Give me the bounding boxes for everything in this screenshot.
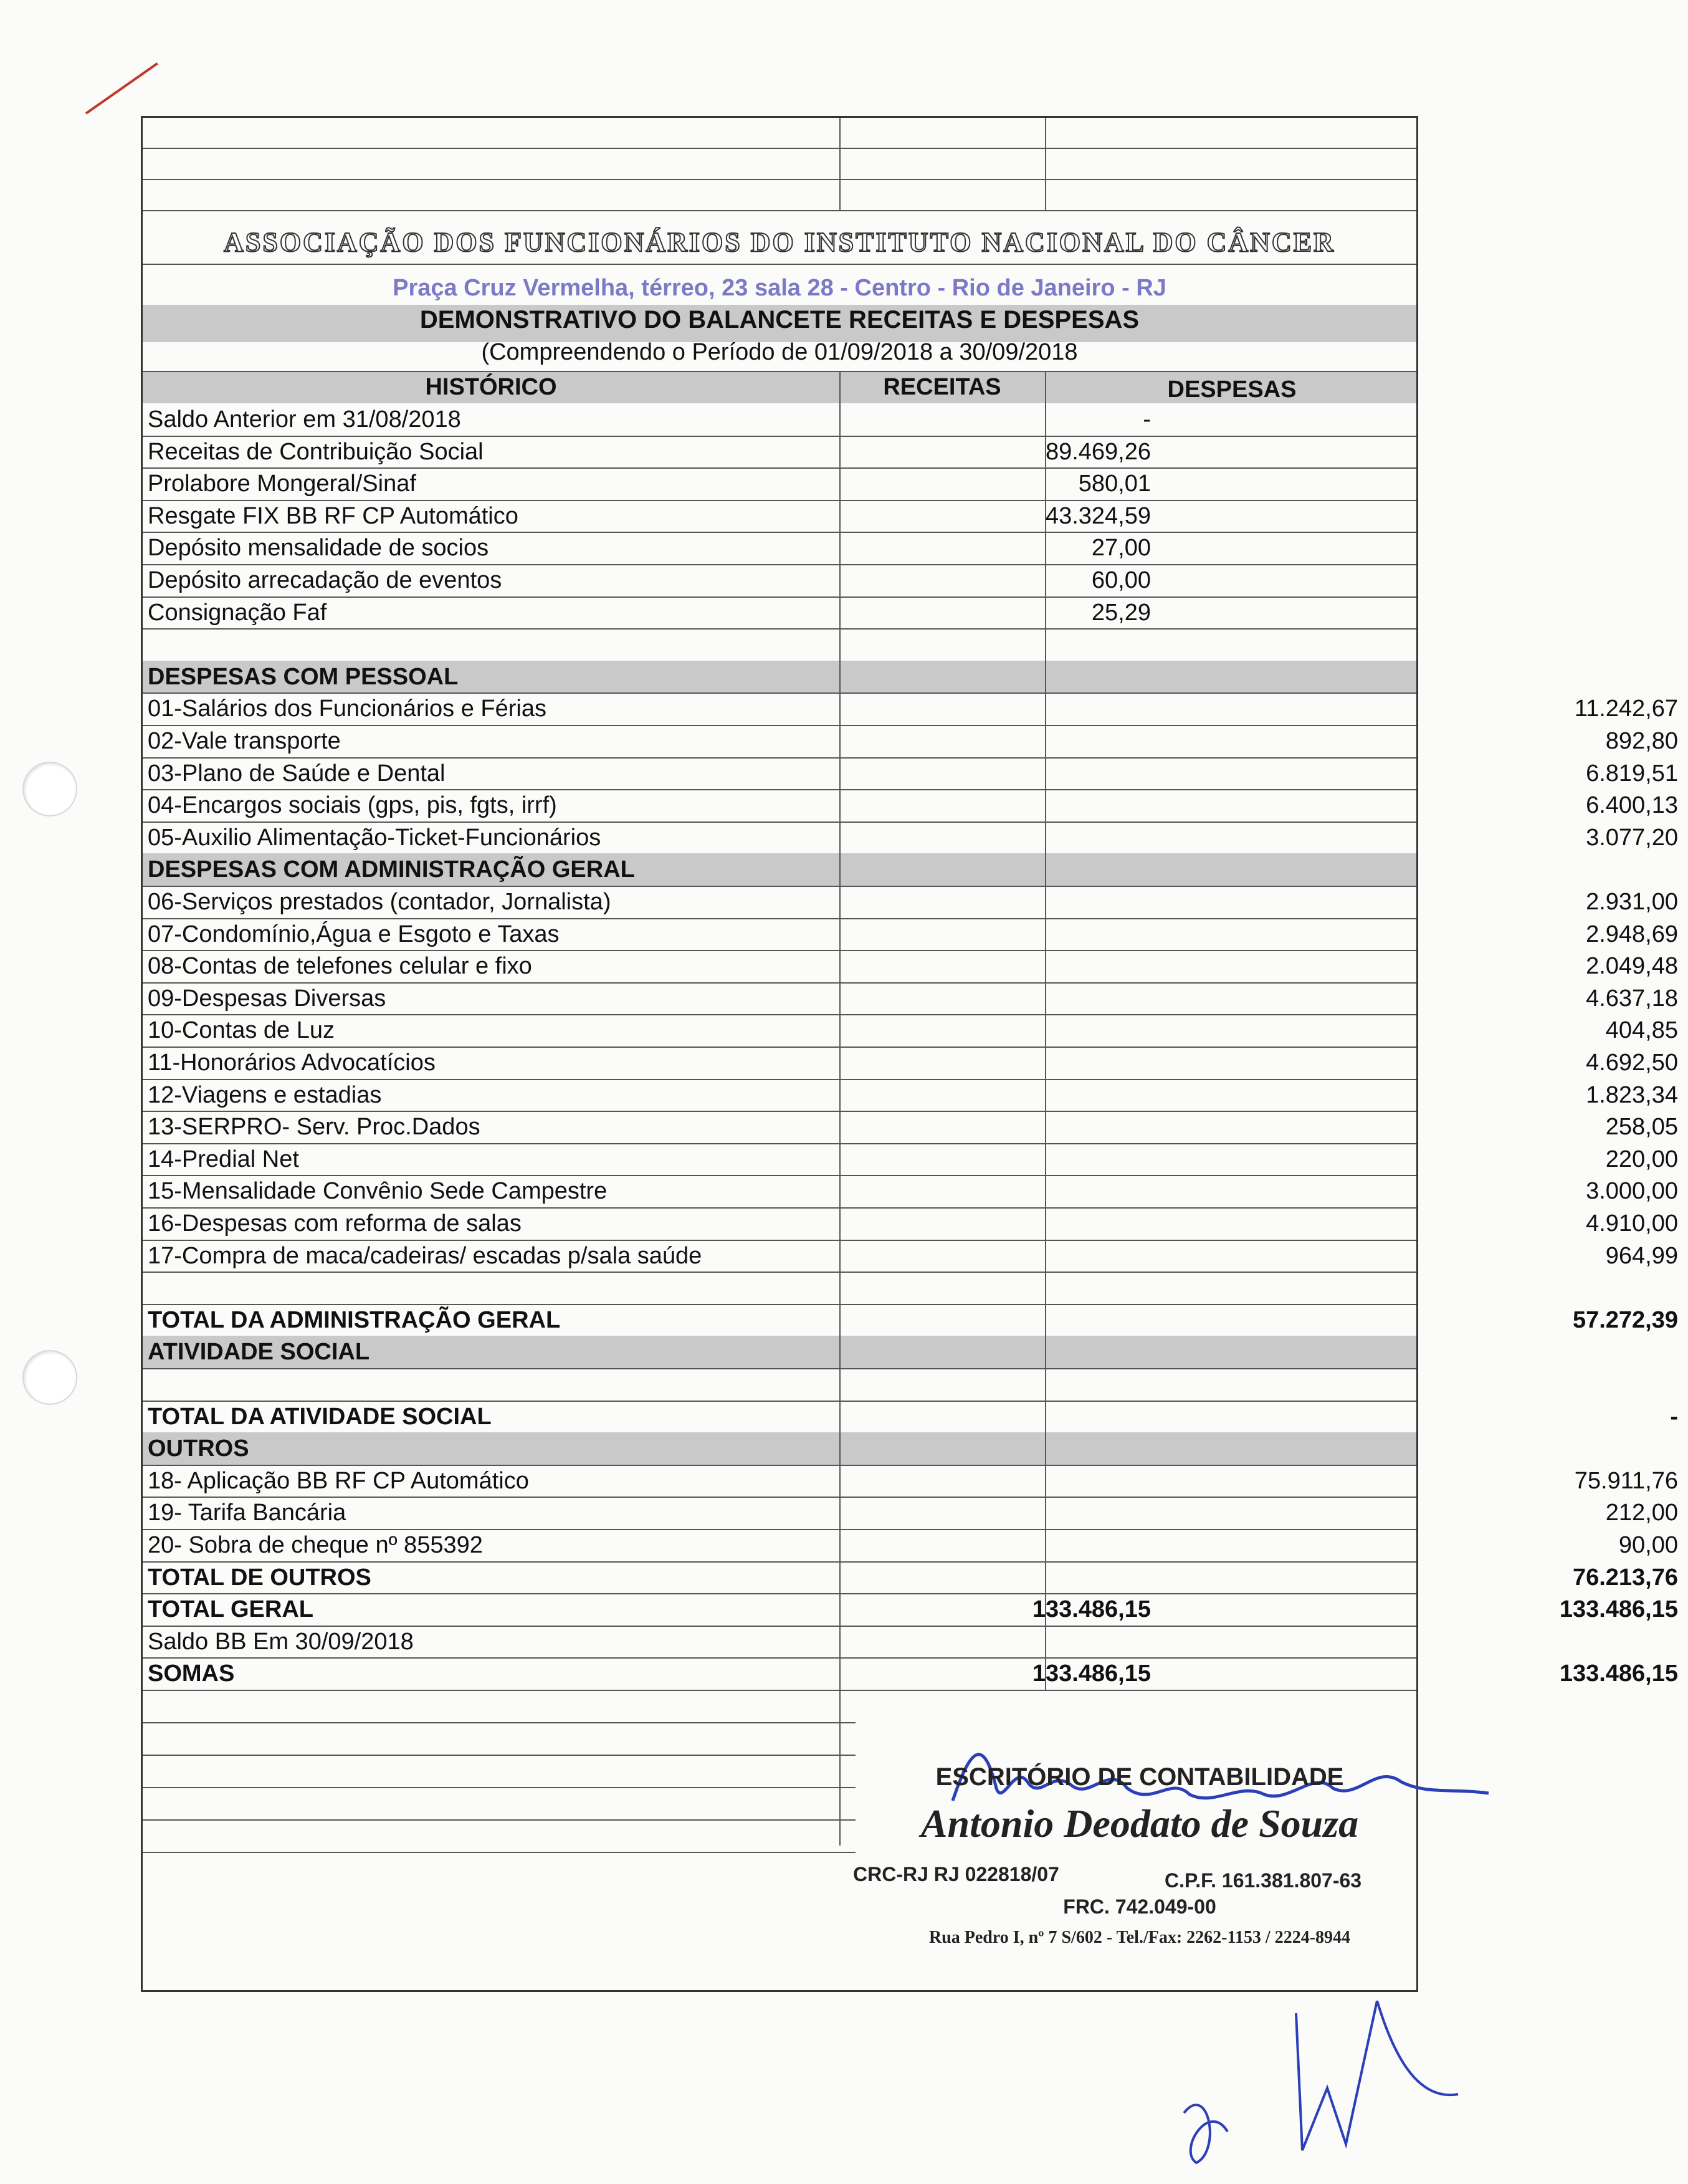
row-despesa: 212,00 [1605,1500,1678,1526]
row-despesa: 258,05 [1605,1114,1678,1141]
row-despesa: 76.213,76 [1572,1564,1678,1591]
row-despesa [1046,1432,1688,1465]
row-label: 06-Serviços prestados (contador, Jornalista) [148,889,611,915]
row-despesa: 2.948,69 [1586,921,1678,947]
row-despesa [1046,596,1688,629]
stamp-address: Rua Pedro I, nº 7 S/602 - Tel./Fax: 2262-1153 / 2224-8944 [928,1928,1351,1947]
divider [143,148,1416,149]
col-historico: HISTÓRICO [425,374,557,400]
row-receita: 27,00 [1091,535,1151,562]
row-label: Saldo BB Em 30/09/2018 [148,1628,414,1655]
blank-row-divider [143,1755,856,1756]
row-despesa [1046,1368,1688,1401]
row-label: Saldo Anterior em 31/08/2018 [148,406,461,433]
row-despesa: 892,80 [1605,728,1678,754]
row-despesa [1046,1626,1688,1658]
row-despesa [1046,628,1688,661]
blank-row-divider [143,1819,856,1821]
row-receita: 580,01 [1078,471,1151,497]
row-despesa: 133.486,15 [1559,1596,1678,1623]
row-label: Consignação Faf [148,599,327,626]
row-despesa: 75.911,76 [1574,1467,1678,1494]
divider [143,210,1416,211]
row-label: 10-Contas de Luz [148,1017,335,1044]
col-receitas: RECEITAS [883,374,1001,400]
row-despesa [1046,661,1688,693]
row-label: 20- Sobra de cheque nº 855392 [148,1532,483,1558]
row-label: 17-Compra de maca/cadeiras/ escadas p/sala saúde [148,1242,702,1269]
section-heading: ATIVIDADE SOCIAL [148,1339,370,1366]
row-label: 11-Honorários Advocatícios [148,1050,436,1076]
row-label: TOTAL GERAL [148,1596,313,1623]
balance-sheet [141,116,1678,1992]
organization-address: Praça Cruz Vermelha, térreo, 23 sala 28 - Centro - Rio de Janeiro - RJ [393,275,1166,301]
row-despesa: 1.823,34 [1586,1081,1678,1108]
row-label: 09-Despesas Diversas [148,985,386,1012]
row-label: 01-Salários dos Funcionários e Férias [148,696,546,722]
row-label: Receitas de Contribuição Social [148,438,484,465]
row-label: SOMAS [148,1660,235,1687]
row-despesa: 2.049,48 [1586,953,1678,980]
row-despesa: 4.637,18 [1586,985,1678,1012]
row-despesa [1046,403,1688,436]
row-label: 07-Condomínio,Água e Esgoto e Taxas [148,921,560,947]
row-label: 03-Plano de Saúde e Dental [148,760,446,787]
row-despesa: 964,99 [1605,1242,1678,1269]
row-despesa [1046,1336,1688,1368]
row-label: 14-Predial Net [148,1146,299,1172]
row-label: 02-Vale transporte [148,728,341,754]
row-label: Depósito arrecadação de eventos [148,567,502,593]
punch-hole-top [22,762,77,817]
row-receita: 43.324,59 [1045,502,1151,529]
row-label: TOTAL DA ATIVIDADE SOCIAL [148,1403,492,1430]
row-label: 08-Contas de telefones celular e fixo [148,953,532,980]
row-despesa: 90,00 [1618,1532,1678,1558]
row-receita: 89.469,26 [1045,438,1151,465]
row-despesa: 133.486,15 [1559,1660,1678,1687]
row-label: Prolabore Mongeral/Sinaf [148,471,416,497]
stamp-crc: CRC-RJ RJ 022818/07 [853,1863,1059,1885]
row-label: 12-Viagens e estadias [148,1081,382,1108]
divider [143,179,1416,180]
initials-ink [1171,1988,1483,2178]
stamp-cpf: C.P.F. 161.381.807-63 [1165,1869,1362,1892]
row-despesa: 57.272,39 [1572,1306,1678,1333]
stamp-office: ESCRITÓRIO DE CONTABILIDADE [935,1763,1344,1791]
row-label: 18- Aplicação BB RF CP Automático [148,1467,529,1494]
row-despesa: 4.692,50 [1586,1050,1678,1076]
row-despesa: 2.931,00 [1586,889,1678,915]
punch-hole-bottom [22,1350,77,1405]
divider [1045,118,1046,211]
section-heading: OUTROS [148,1435,249,1462]
row-despesa: 4.910,00 [1586,1210,1678,1237]
row-despesa [1046,467,1688,500]
blank-row-divider [143,1852,856,1853]
row-label: 13-SERPRO- Serv. Proc.Dados [148,1114,480,1141]
report-title: DEMONSTRATIVO DO BALANCETE RECEITAS E DESPESAS [419,306,1140,333]
row-despesa: 220,00 [1605,1146,1678,1172]
stamp-frc: FRC. 742.049-00 [1063,1895,1216,1918]
row-receita: - [1143,406,1151,433]
row-despesa: 11.242,67 [1574,696,1678,722]
row-despesa: 6.819,51 [1586,760,1678,787]
row-receita: 133.486,15 [1032,1660,1151,1687]
organization-name: ASSOCIAÇÃO DOS FUNCIONÁRIOS DO INSTITUTO NACIONAL DO CÂNCER [224,227,1335,257]
row-receita: 133.486,15 [1032,1596,1151,1623]
report-period: (Compreendendo o Período de 01/09/2018 a 30/09/2018 [481,339,1078,365]
row-label: 15-Mensalidade Convênio Sede Campestre [148,1178,608,1205]
row-despesa [1046,436,1688,468]
row-despesa: - [1670,1403,1678,1430]
col-despesas: DESPESAS [1167,376,1297,403]
row-despesa [1046,532,1688,564]
row-receita: 25,29 [1091,599,1151,626]
section-heading: DESPESAS COM ADMINISTRAÇÃO GERAL [148,856,635,883]
row-label: TOTAL DA ADMINISTRAÇÃO GERAL [148,1306,561,1333]
row-receita: 60,00 [1091,567,1151,593]
row-label: 16-Despesas com reforma de salas [148,1210,522,1237]
section-heading: DESPESAS COM PESSOAL [148,663,459,690]
row-despesa [1046,500,1688,532]
row-label: 05-Auxilio Alimentação-Ticket-Funcionários [148,824,601,851]
red-check-mark [85,62,158,115]
divider [839,118,841,211]
blank-row-divider [143,1722,856,1723]
divider [143,264,1416,265]
row-label: 04-Encargos sociais (gps, pis, fgts, irrf) [148,792,557,819]
row-label: 19- Tarifa Bancária [148,1500,346,1526]
stamp-name: Antonio Deodato de Souza [920,1801,1359,1846]
row-label: Resgate FIX BB RF CP Automático [148,502,518,529]
row-despesa: 3.077,20 [1586,824,1678,851]
blank-row-divider [143,1787,856,1788]
row-despesa [1046,853,1688,886]
row-despesa: 3.000,00 [1586,1178,1678,1205]
column-divider [1045,371,1046,1690]
row-label: Depósito mensalidade de socios [148,535,489,562]
row-despesa [1046,1272,1688,1304]
column-divider [839,371,841,1846]
row-despesa [1046,564,1688,596]
row-despesa: 404,85 [1605,1017,1678,1044]
row-despesa: 6.400,13 [1586,792,1678,819]
row-label: TOTAL DE OUTROS [148,1564,371,1591]
